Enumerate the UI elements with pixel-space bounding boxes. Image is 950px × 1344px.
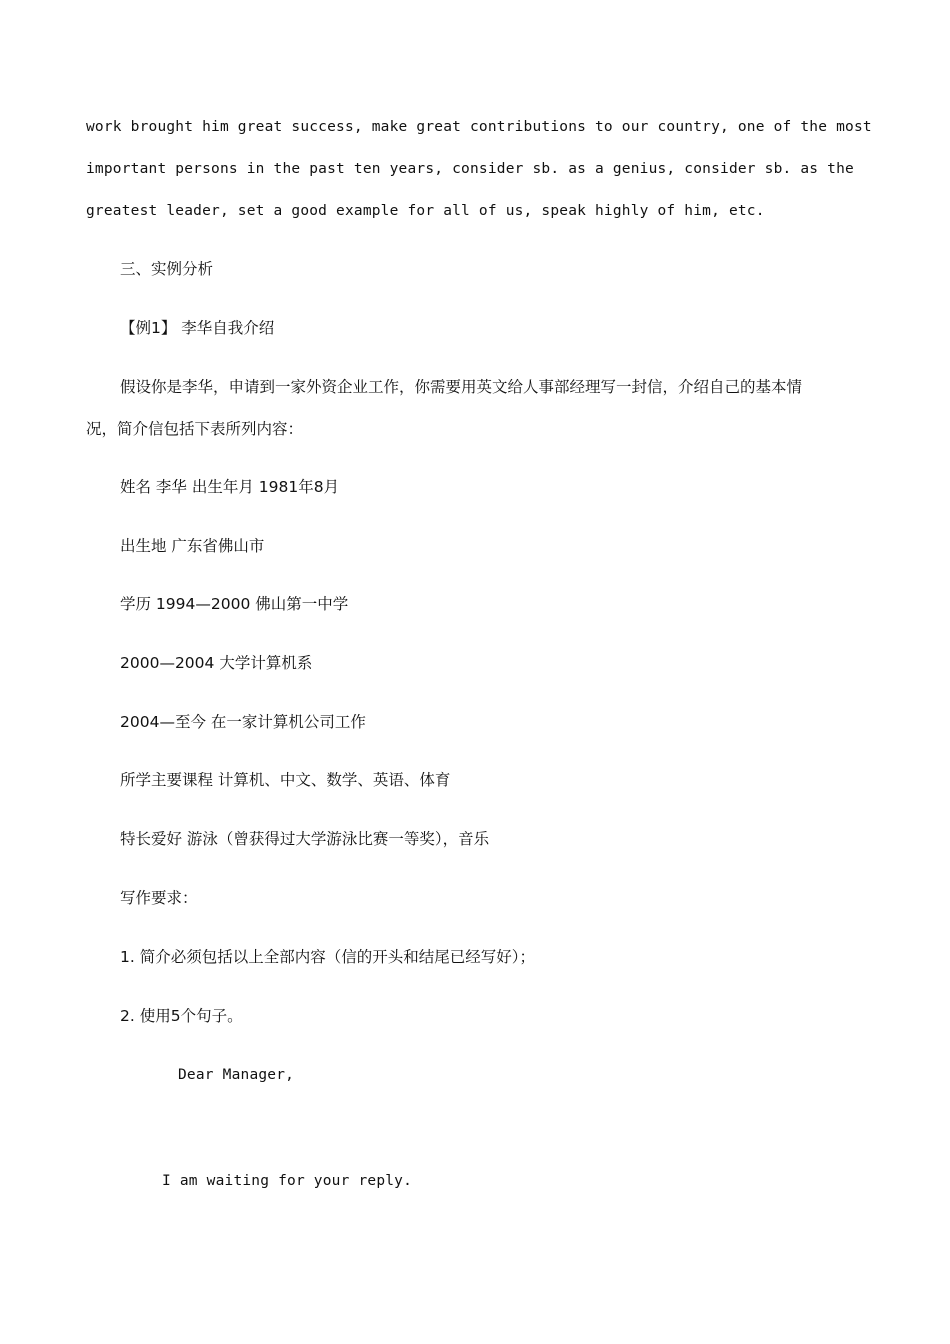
profile-education-1: 学历 1994—2000 佛山第一中学 <box>120 595 349 613</box>
prompt-line-2: 况，简介信包括下表所列内容： <box>86 420 304 438</box>
english-phrases-line-3: greatest leader, set a good example for all of us, speak highly of him, etc. <box>86 203 765 219</box>
example-title: 【例1】 李华自我介绍 <box>120 319 275 337</box>
profile-name-birth: 姓名 李华 出生年月 1981年8月 <box>120 478 340 496</box>
profile-birthplace: 出生地 广东省佛山市 <box>120 537 265 555</box>
profile-education-3: 2004—至今 在一家计算机公司工作 <box>120 713 366 731</box>
profile-courses: 所学主要课程 计算机、中文、数学、英语、体育 <box>120 771 451 789</box>
requirement-item-2: 2. 使用5个句子。 <box>120 1007 243 1025</box>
english-phrases-line-2: important persons in the past ten years, consider sb. as a genius, consider sb. as the <box>86 161 854 177</box>
profile-education-2: 2000—2004 大学计算机系 <box>120 654 313 672</box>
letter-closing: I am waiting for your reply. <box>162 1173 413 1189</box>
prompt-line-1: 假设你是李华，申请到一家外资企业工作，你需要用英文给人事部经理写一封信，介绍自己的基本情 <box>120 378 803 396</box>
letter-salutation: Dear Manager, <box>178 1067 295 1083</box>
requirements-heading: 写作要求： <box>120 889 198 907</box>
section-heading: 三、实例分析 <box>120 260 214 278</box>
profile-hobbies: 特长爱好 游泳（曾获得过大学游泳比赛一等奖），音乐 <box>120 830 490 848</box>
requirement-item-1: 1. 简介必须包括以上全部内容（信的开头和结尾已经写好）； <box>120 948 535 966</box>
english-phrases-line-1: work brought him great success, make great contributions to our country, one of the most <box>86 119 872 135</box>
